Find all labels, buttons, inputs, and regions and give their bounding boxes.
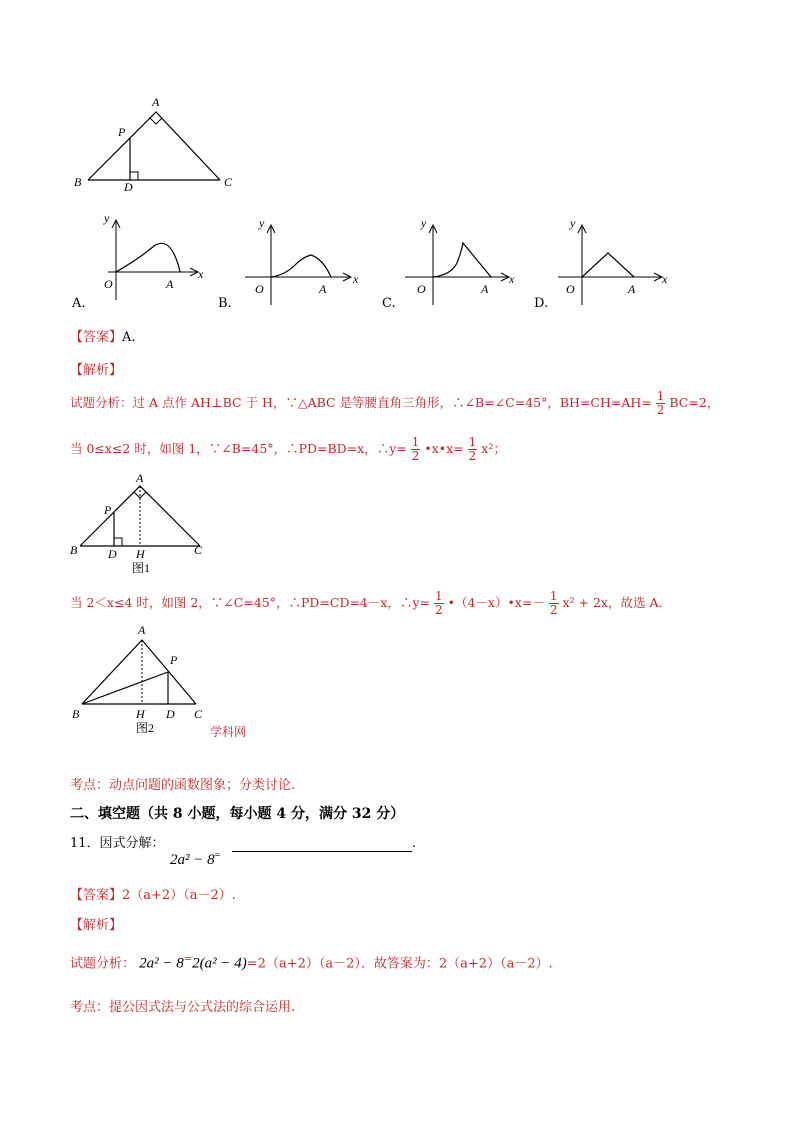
svg-text:O: O <box>255 282 264 296</box>
svg-text:图1: 图1 <box>132 561 151 575</box>
q11-expression: 2a² − 8= <box>170 850 221 868</box>
svg-text:B: B <box>72 707 80 721</box>
option-a-label: A. <box>72 296 86 311</box>
svg-text:C: C <box>194 543 203 557</box>
svg-text:x: x <box>509 272 515 286</box>
fraction-half: $\frac{1}{2}$ <box>411 435 420 463</box>
answer-value: A. <box>122 330 136 345</box>
top-triangle-figure <box>70 92 240 192</box>
svg-text:C: C <box>194 707 203 721</box>
q11-answer-blank: . <box>232 836 416 852</box>
q11-stem: 11．因式分解： <box>70 836 165 851</box>
q10-answer <box>70 330 136 346</box>
svg-text:D: D <box>166 707 175 721</box>
svg-text:y: y <box>421 216 427 230</box>
q11-kaodian: 考点：提公因式法与公式法的综合运用. <box>70 1000 296 1015</box>
fraction-half: $\frac{1}{2}$ <box>549 589 558 617</box>
q11-analysis-label: 【解析】 <box>70 918 123 933</box>
section2-title: 二、填空题（共 8 小题，每小题 4 分，满分 32 分） <box>70 806 405 822</box>
option-d-graph <box>558 215 698 315</box>
vertex-P: P <box>118 125 126 139</box>
svg-text:x: x <box>353 272 359 286</box>
svg-text:A: A <box>136 471 144 485</box>
svg-text:A: A <box>138 623 146 637</box>
option-a-graph <box>70 210 210 310</box>
svg-text:y: y <box>570 216 576 230</box>
svg-text:x: x <box>198 267 204 281</box>
svg-text:y: y <box>259 216 265 230</box>
q11-answer: 【答案】2（a+2）（a－2）. <box>70 888 236 903</box>
q10-analysis-line3: 当 2＜x≤4 时，如图 2，∵∠C=45°，∴PD=CD=4－x，∴y= $\frac{1}{2}$ •（4－x）•x=－ $\frac{1}{2}$ x² + 2x，故选 A. <box>70 589 663 617</box>
q10-analysis-label: 【解析】 <box>70 363 123 378</box>
vertex-B: B <box>74 175 82 189</box>
option-c-label: C. <box>382 296 396 311</box>
option-b-label: B. <box>218 296 232 311</box>
q10-analysis-line2: 当 0≤x≤2 时，如图 1，∵∠B=45°，∴PD=BD=x，∴y= $\frac{1}{2}$ •x•x= $\frac{1}{2}$ x²； <box>70 435 506 463</box>
q10-analysis-line1: 试题分析：过 A 点作 AH⊥BC 于 H，∵△ABC 是等腰直角三角形，∴∠B=∠C=45°，BH=CH=AH= $\frac{1}{2}$ BC=2， <box>70 389 720 417</box>
svg-text:P: P <box>104 503 112 517</box>
svg-text:D: D <box>108 547 117 561</box>
svg-text:H: H <box>136 547 145 561</box>
option-graphs <box>70 210 710 320</box>
fraction-half: $\frac{1}{2}$ <box>434 589 443 617</box>
vertex-D: D <box>124 180 133 192</box>
svg-text:图2: 图2 <box>136 721 155 735</box>
svg-text:y: y <box>104 211 110 225</box>
q11-analysis-line: 试题分析： 2a² − 8=2(a² − 4)=2（a+2）（a－2）．故答案为：2（a+2）（a－2）. <box>70 954 553 972</box>
answer-blank-line <box>232 839 412 852</box>
figure-1 <box>70 470 220 580</box>
svg-text:O: O <box>104 277 113 291</box>
svg-text:O: O <box>566 282 575 296</box>
svg-text:O: O <box>417 282 426 296</box>
fraction-half: $\frac{1}{2}$ <box>468 435 477 463</box>
answer-label: 【答案】 <box>70 330 123 345</box>
vertex-A: A <box>152 95 160 109</box>
svg-text:B: B <box>70 543 78 557</box>
q10-kaodian: 考点：动点问题的函数图象；分类讨论. <box>70 778 296 793</box>
svg-text:H: H <box>136 707 145 721</box>
vertex-C: C <box>224 175 233 189</box>
svg-text:A: A <box>628 282 636 296</box>
svg-text:x: x <box>662 272 668 286</box>
svg-text:A: A <box>481 282 489 296</box>
option-c-graph <box>405 215 545 315</box>
option-b-graph <box>245 215 385 315</box>
svg-text:A: A <box>166 277 174 291</box>
svg-text:A: A <box>319 282 327 296</box>
fraction-half: $\frac{1}{2}$ <box>656 389 665 417</box>
watermark-xuekewang: 学科网 <box>210 725 247 739</box>
figure-2 <box>70 622 220 742</box>
svg-text:P: P <box>170 653 178 667</box>
option-d-label: D. <box>534 296 549 311</box>
